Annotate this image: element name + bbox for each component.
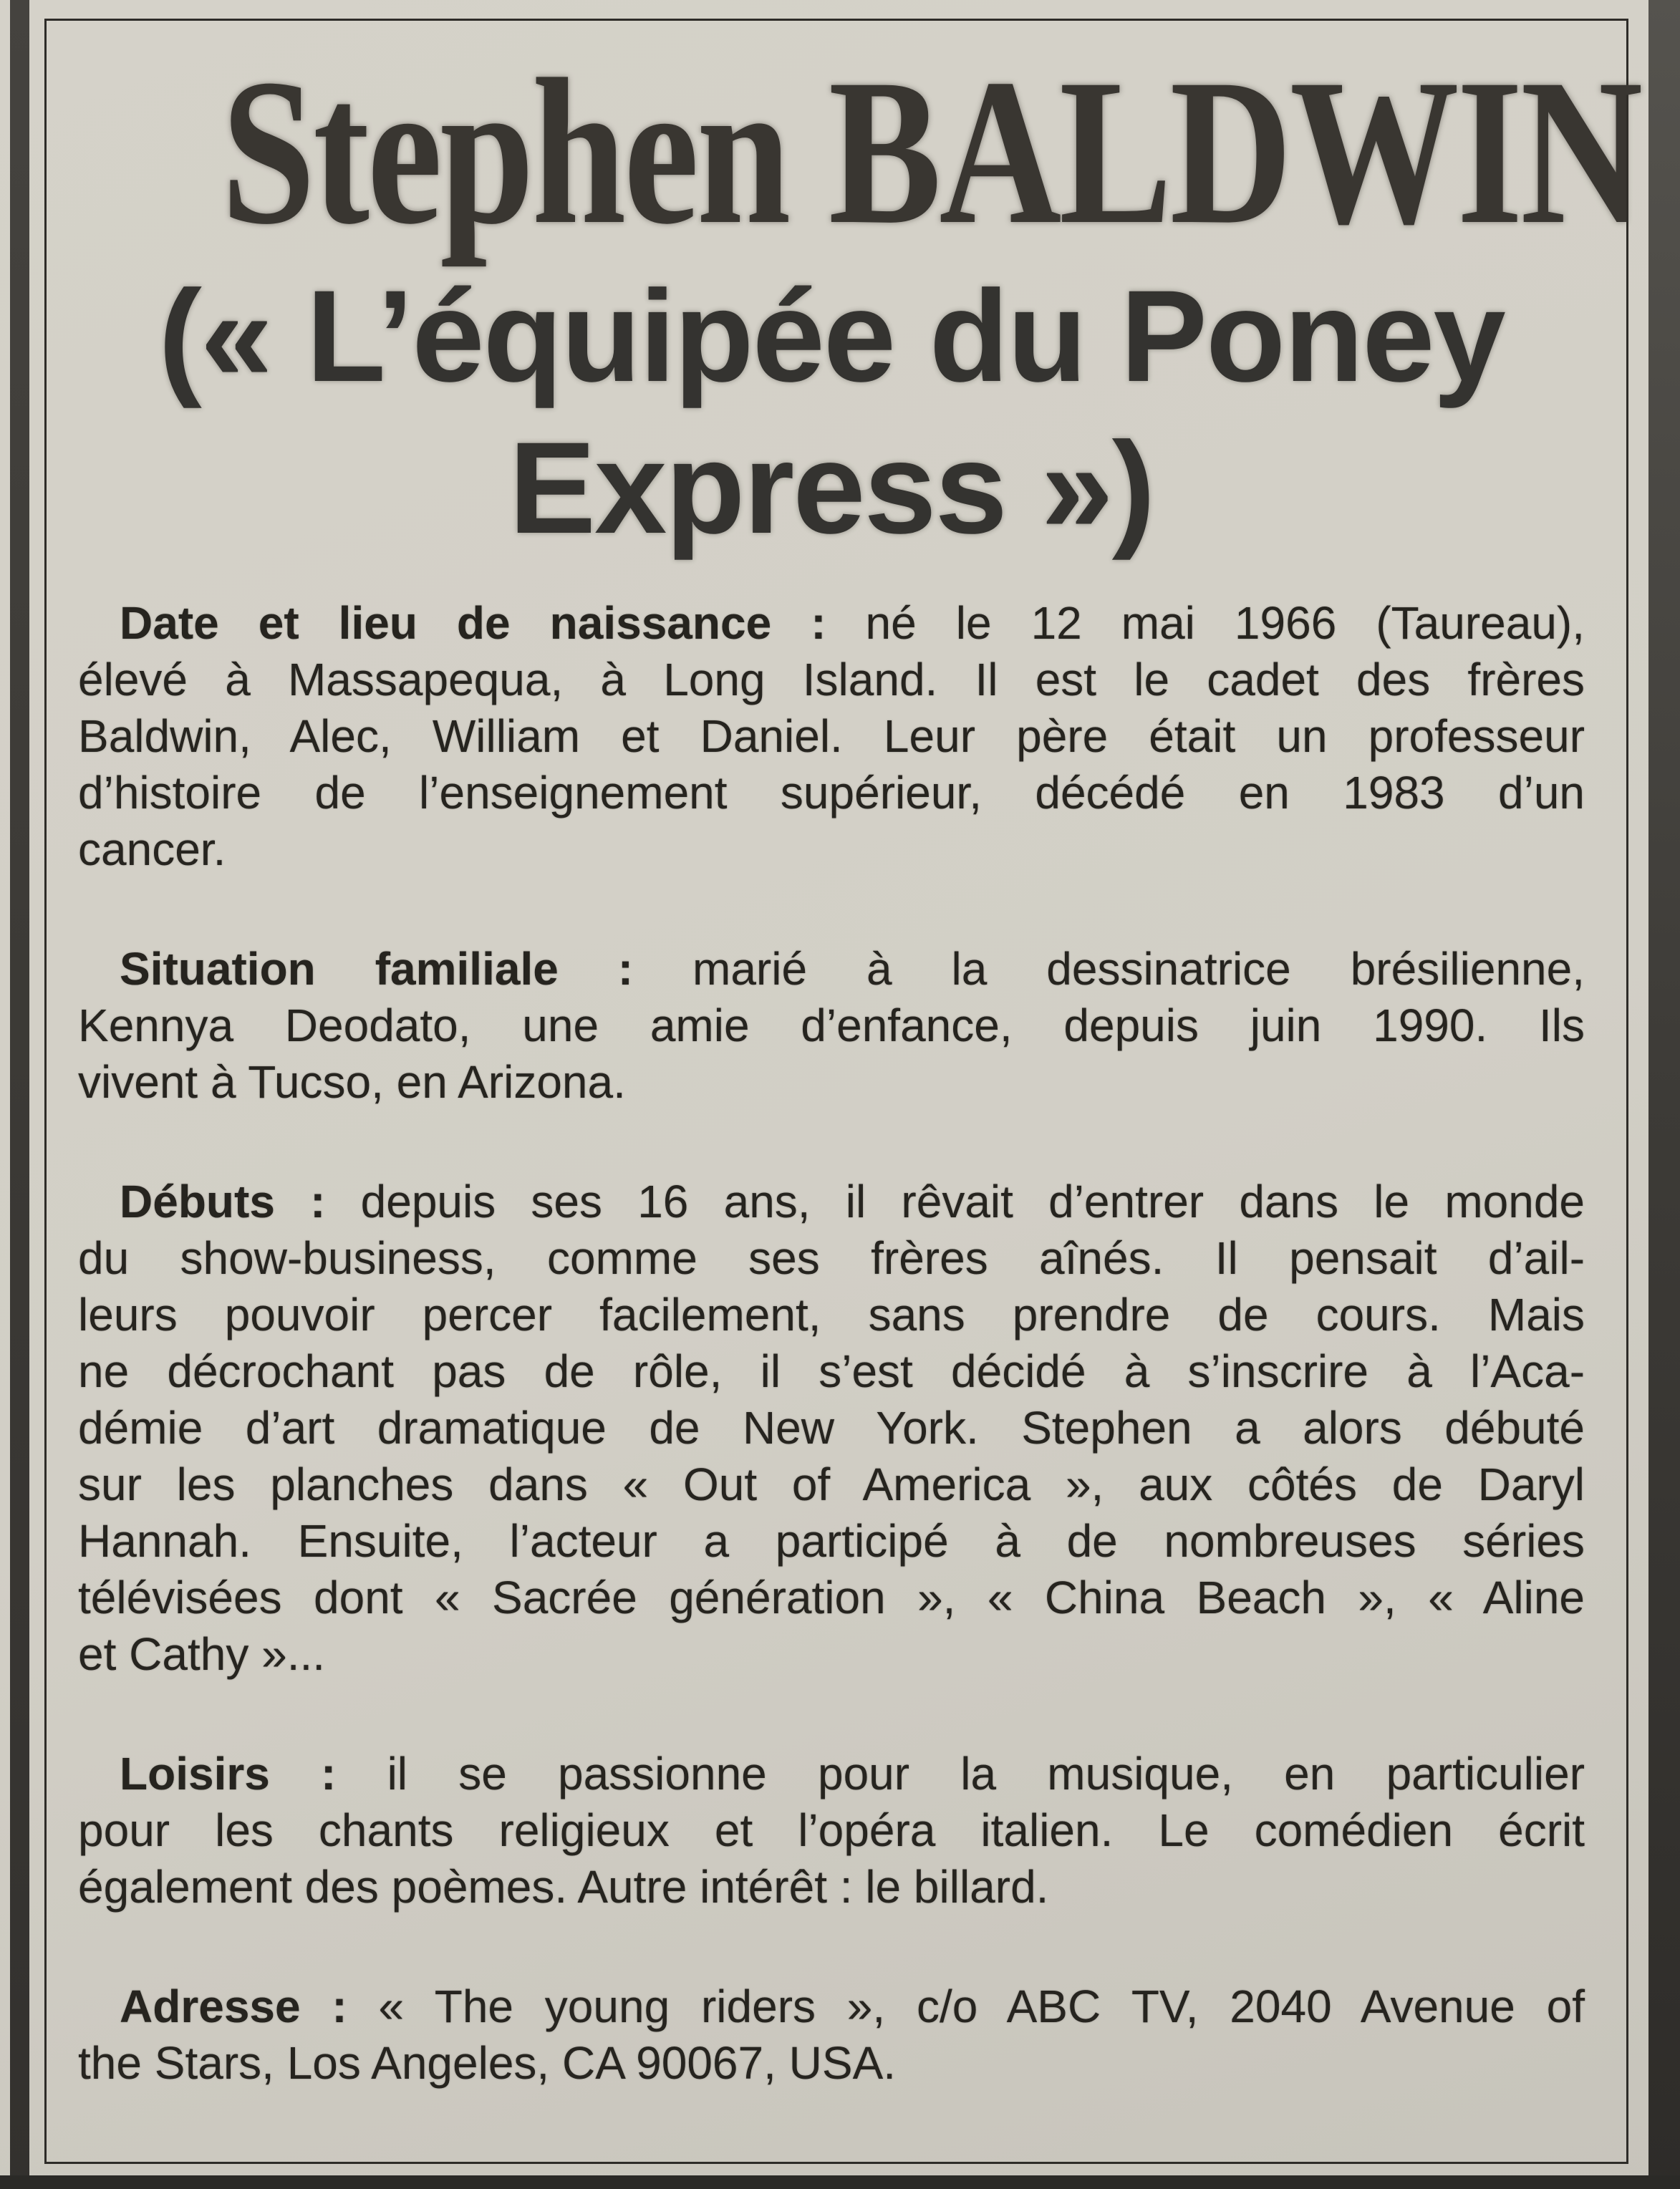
paragraph-line: Baldwin, Alec, William et Daniel. Leur père était un professeur: [78, 710, 1585, 762]
paragraph-text: « The young riders », c/o ABC TV, 2040 Avenue of: [378, 1981, 1585, 2032]
paragraph-birth: [78, 595, 1585, 878]
paragraph-line: télévisées dont « Sacrée génération », « China Beach », « Aline: [78, 1572, 1585, 1623]
paragraph-adresse: [78, 1978, 1585, 2092]
paragraph-line: d’histoire de l’enseignement supérieur, décédé en 1983 d’un: [78, 767, 1585, 818]
paragraph-line: démie d’art dramatique de New York. Stephen a alors débuté: [78, 1402, 1585, 1454]
dark-mat-bottom-edge: [0, 2175, 1680, 2189]
paragraph-label: Date et lieu de naissance :: [120, 597, 866, 649]
paragraph-label: Adresse :: [120, 1981, 379, 2032]
paragraph-label: Situation familiale :: [120, 943, 692, 995]
paragraph-line: élevé à Massapequa, à Long Island. Il est le cadet des frères: [78, 654, 1585, 705]
paragraph-line: également des poèmes. Autre intérêt : le billard.: [78, 1861, 1049, 1913]
article-subtitle: [78, 260, 1585, 564]
paragraph-label: Débuts :: [120, 1176, 361, 1227]
paragraph-line: the Stars, Los Angeles, CA 90067, USA.: [78, 2037, 897, 2089]
article-body: [78, 595, 1585, 2092]
subtitle-line-2: Express »): [508, 415, 1154, 561]
paragraph-loisirs: [78, 1746, 1585, 1915]
paragraph-line: Hannah. Ensuite, l’acteur a participé à de nombreuses séries: [78, 1515, 1585, 1567]
paragraph-line: leurs pouvoir percer facilement, sans prendre de cours. Mais: [78, 1289, 1585, 1340]
paragraph-line: vivent à Tucso, en Arizona.: [78, 1056, 626, 1108]
paragraph-text: il se passionne pour la musique, en particulier: [387, 1748, 1585, 1799]
paragraph-text: marié à la dessinatrice brésilienne,: [692, 943, 1585, 995]
subtitle-line-1: (« L’équipée du Poney: [158, 263, 1505, 409]
paragraph-label: Loisirs :: [120, 1748, 387, 1799]
paragraph-family: [78, 941, 1585, 1111]
paragraph-line: et Cathy »...: [78, 1628, 326, 1680]
paragraph-line: cancer.: [78, 823, 226, 875]
paragraph-line: [78, 1978, 1585, 2035]
paragraph-text: né le 12 mai 1966 (Taureau),: [865, 597, 1585, 649]
paragraph-line: [78, 1746, 1585, 1802]
paragraph-line: [78, 595, 1585, 652]
dark-mat-right-edge: [1648, 0, 1680, 2189]
clipping-frame: [44, 19, 1641, 2164]
paragraph-line: [78, 941, 1585, 997]
paragraph-text: depuis ses 16 ans, il rêvait d’entrer dans le monde: [360, 1176, 1585, 1227]
article-title: Stephen BALDWIN: [221, 37, 1641, 268]
paragraph-debuts: [78, 1174, 1585, 1683]
paragraph-line: pour les chants religieux et l’opéra italien. Le comédien écrit: [78, 1804, 1585, 1856]
paragraph-line: ne décrochant pas de rôle, il s’est décidé à s’inscrire à l’Aca-: [78, 1345, 1585, 1397]
paragraph-line: Kennya Deodato, une amie d’enfance, depuis juin 1990. Ils: [78, 1000, 1585, 1051]
paragraph-line: [78, 1174, 1585, 1230]
paragraph-line: du show-business, comme ses frères aînés. Il pensait d’ail-: [78, 1232, 1585, 1284]
dark-mat-left-edge: [10, 0, 29, 2189]
paragraph-line: sur les planches dans « Out of America », aux côtés de Daryl: [78, 1459, 1585, 1510]
